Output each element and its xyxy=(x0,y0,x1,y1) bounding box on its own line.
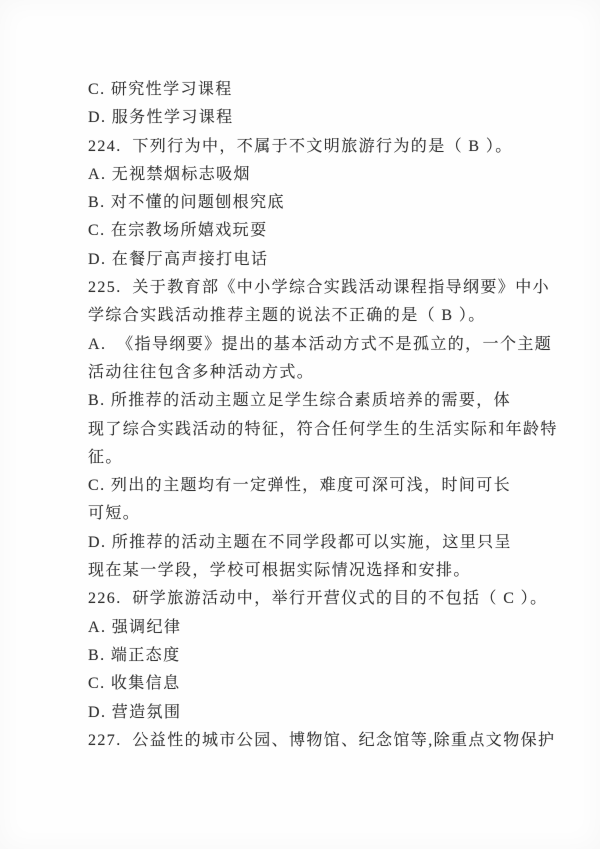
text-line: D. 在餐厅高声接打电话 xyxy=(88,250,269,268)
text-line: A. 强调纪律 xyxy=(88,618,182,636)
text-line: 活动往往包含多种活动方式。 xyxy=(88,363,315,381)
text-line: B. 所推荐的活动主题立足学生综合素质培养的需要，体 xyxy=(88,392,512,410)
text-line: 学综合实践活动推荐主题的说法不正确的是（ B ）。 xyxy=(88,307,486,325)
text-line: B. 对不懂的问题刨根究底 xyxy=(88,194,285,212)
question-225-line: 225. 关于教育部《中小学综合实践活动课程指导纲要》中小 xyxy=(88,279,551,297)
question-224-line: 224. 下列行为中，不属于不文明旅游行为的是（ B ）。 xyxy=(88,137,513,155)
text-line: D. 服务性学习课程 xyxy=(88,109,234,127)
text-line: C. 在宗教场所嬉戏玩耍 xyxy=(88,222,268,240)
text-line: B. 端正态度 xyxy=(88,646,181,664)
question-226-line: 226. 研学旅游活动中，举行开营仪式的目的不包括（ C ）。 xyxy=(88,590,548,608)
text-line: A. 无视禁烟标志吸烟 xyxy=(88,165,251,183)
text-line: 征。 xyxy=(88,448,123,466)
text-line: D. 营造氛围 xyxy=(88,703,182,721)
text-line: 现了综合实践活动的特征，符合任何学生的生活实际和年龄特 xyxy=(88,420,558,438)
text-line: A. 《指导纲要》提出的基本活动方式不是孤立的，一个主题 xyxy=(88,335,553,353)
question-text-block xyxy=(88,76,558,755)
text-line: D. 所推荐的活动主题在不同学段都可以实施，这里只呈 xyxy=(88,533,512,551)
text-line: C. 研究性学习课程 xyxy=(88,81,233,98)
question-227-line: 227. 公益性的城市公园、博物馆、纪念馆等,除重点文物保护 xyxy=(88,731,556,749)
text-line: C. 收集信息 xyxy=(88,675,181,693)
text-line: C. 列出的主题均有一定弹性，难度可深可浅，时间可长 xyxy=(88,477,512,495)
text-line: 可短。 xyxy=(88,505,141,523)
text-line: 现在某一学段，学校可根据实际情况选择和安排。 xyxy=(88,562,471,580)
